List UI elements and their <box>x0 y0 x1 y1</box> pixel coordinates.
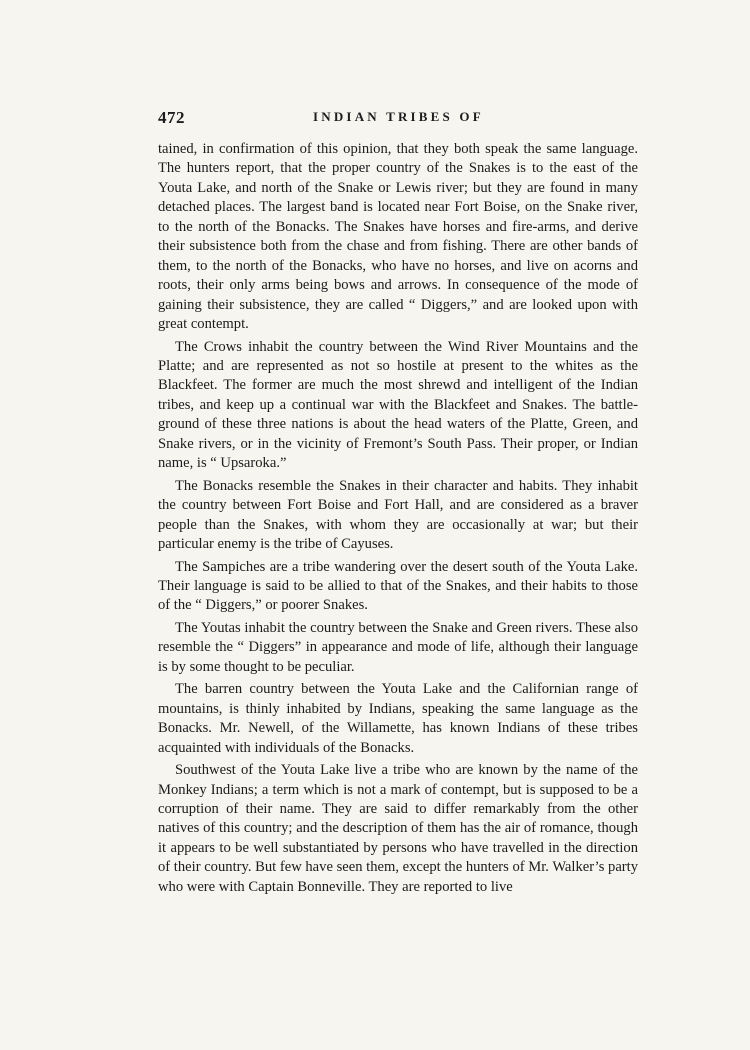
paragraph-sampiches: The Sampiches are a tribe wandering over the desert south of the Youta Lake. Their language is said to be allied to that of the Snakes, and their habits to those of the “ Diggers,” or poorer Snakes. <box>158 558 638 614</box>
page-header <box>158 108 638 130</box>
paragraph-monkey-indians: Southwest of the Youta Lake live a tribe who are known by the name of the Monkey Indians; a term which is not a mark of contempt, but is supposed to be a corruption of their name. They are said to differ remarkably from the other natives of this country; and the description of them has the air of romance, though it appears to be well substantiated by persons who have travelled in the direction of their country. But few have seen them, except the hunters of Mr. Walker’s party who were with Captain Bonneville. They are reported to live <box>158 762 639 895</box>
paragraph-continued: tained, in confirmation of this opinion, that they both speak the same language. The hunters report, that the proper country of the Snakes is to the east of the Youta Lake, and north of the Snake or Lewis river; but they are found in many detached places. The largest band is located near Fort Boise, on the Snake river, to the north of the Bonacks. The Snakes have horses and fire-arms, and derive their subsistence both from the chase and from fishing. There are other bands of them, to the north of the Bonacks, who have no horses, and live on acorns and roots, their only arms being bows and arrows. In consequence of the mode of gaining their subsistence, they are called “ Diggers,” and are looked upon with great contempt. <box>158 141 638 333</box>
paragraph-barren-country: The barren country between the Youta Lake and the Californian range of mountains, is thinly inhabited by Indians, speaking the same language as the Bonacks. Mr. Newell, of the Willamette, has known Indians of these tribes acquainted with individuals of the Bonacks. <box>158 681 638 756</box>
paragraph-bonacks: The Bonacks resemble the Snakes in their character and habits. They inhabit the country between Fort Boise and Fort Hall, and are considered as a braver people than the Snakes, with whom they are occasionally at war; but their particular enemy is the tribe of Cayuses. <box>158 477 638 553</box>
paragraph-youtas: The Youtas inhabit the country between the Snake and Green rivers. These also resemble the “ Diggers” in appearance and mode of life, although their language is by some thought to be peculiar. <box>158 619 638 675</box>
page-number: 472 <box>158 108 185 127</box>
paragraph-crows: The Crows inhabit the country between the Wind River Mountains and the Platte; and are represented as not so hostile at present to the whites as the Blackfeet. The former are much the most shrewd and intelligent of the Indian tribes, and keep up a continual war with the Blackfeet and Snakes. The battle-ground of these three nations is about the head waters of the Platte, Green, and Snake rivers, or in the vicinity of Fremont’s South Pass. Their proper, or Indian name, is “ Upsaroka.” <box>158 338 638 472</box>
running-title: INDIAN TRIBES OF <box>313 109 484 124</box>
body-text <box>158 140 638 897</box>
